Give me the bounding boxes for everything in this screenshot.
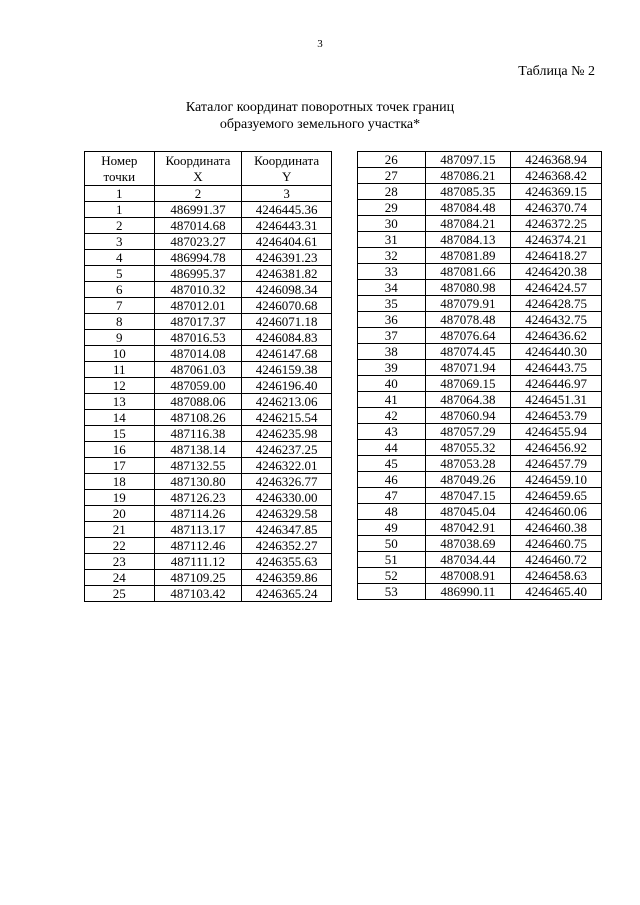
coordinate-x: 486995.37 — [154, 266, 242, 282]
table-row — [85, 586, 332, 602]
coordinate-y: 4246460.72 — [511, 552, 602, 568]
table-row — [85, 298, 332, 314]
point-number: 18 — [85, 474, 155, 490]
coordinate-y: 4246359.86 — [242, 570, 332, 586]
coordinate-x: 487053.28 — [425, 456, 511, 472]
table-row — [85, 362, 332, 378]
coordinate-x: 487045.04 — [425, 504, 511, 520]
point-number: 23 — [85, 554, 155, 570]
table-row — [85, 474, 332, 490]
coordinate-y: 4246071.18 — [242, 314, 332, 330]
point-number: 52 — [358, 568, 426, 584]
page-number: 3 — [317, 38, 323, 50]
coordinate-x: 487071.94 — [425, 360, 511, 376]
coordinate-y: 4246432.75 — [511, 312, 602, 328]
point-number: 25 — [85, 586, 155, 602]
coordinate-y: 4246196.40 — [242, 378, 332, 394]
coordinate-y: 4246443.75 — [511, 360, 602, 376]
point-number: 43 — [358, 424, 426, 440]
coordinate-y: 4246418.27 — [511, 248, 602, 264]
point-number: 36 — [358, 312, 426, 328]
table-row — [85, 426, 332, 442]
coordinate-x: 487112.46 — [154, 538, 242, 554]
point-number: 4 — [85, 250, 155, 266]
table-row — [358, 568, 602, 584]
header-text: Координата — [165, 152, 231, 168]
coordinate-x: 487132.55 — [154, 458, 242, 474]
coordinate-y: 4246460.75 — [511, 536, 602, 552]
coordinate-x: 487042.91 — [425, 520, 511, 536]
coordinate-x: 487010.32 — [154, 282, 242, 298]
coordinate-x: 487012.01 — [154, 298, 242, 314]
table-header-row — [85, 152, 332, 186]
coordinate-x: 487108.26 — [154, 410, 242, 426]
coordinate-x: 487126.23 — [154, 490, 242, 506]
coordinate-y: 4246369.15 — [511, 184, 602, 200]
table-row — [358, 264, 602, 280]
caption-line-2: образуемого земельного участка* — [219, 117, 421, 132]
coordinate-y: 4246460.38 — [511, 520, 602, 536]
table-row — [358, 456, 602, 472]
coordinate-x: 487069.15 — [425, 376, 511, 392]
table-row — [85, 234, 332, 250]
point-number: 16 — [85, 442, 155, 458]
coordinate-y: 4246326.77 — [242, 474, 332, 490]
coordinate-y: 4246368.94 — [511, 152, 602, 168]
coordinate-y: 4246215.54 — [242, 410, 332, 426]
table-row — [358, 392, 602, 408]
coordinate-x: 487061.03 — [154, 362, 242, 378]
coordinate-x: 486991.37 — [154, 202, 242, 218]
point-number: 27 — [358, 168, 426, 184]
table-row — [85, 330, 332, 346]
coordinate-x: 487023.27 — [154, 234, 242, 250]
coordinate-x: 487064.38 — [425, 392, 511, 408]
point-number: 45 — [358, 456, 426, 472]
header-text: Y — [281, 168, 292, 184]
point-number: 11 — [85, 362, 155, 378]
coordinate-y: 4246374.21 — [511, 232, 602, 248]
header-coordinate-x — [154, 152, 242, 186]
coordinate-y: 4246381.82 — [242, 266, 332, 282]
coordinate-y: 4246445.36 — [242, 202, 332, 218]
coordinate-y: 4246404.61 — [242, 234, 332, 250]
point-number: 17 — [85, 458, 155, 474]
point-number: 37 — [358, 328, 426, 344]
coordinate-y: 4246368.42 — [511, 168, 602, 184]
coordinate-x: 487076.64 — [425, 328, 511, 344]
coordinate-x: 487081.66 — [425, 264, 511, 280]
coordinate-y: 4246443.31 — [242, 218, 332, 234]
table-row — [358, 488, 602, 504]
coordinate-x: 487111.12 — [154, 554, 242, 570]
coordinate-x: 487014.68 — [154, 218, 242, 234]
coordinate-x: 487088.06 — [154, 394, 242, 410]
point-number: 2 — [85, 218, 155, 234]
coordinate-x: 486990.11 — [425, 584, 511, 600]
coordinates-table-left — [84, 151, 332, 602]
point-number: 48 — [358, 504, 426, 520]
coordinate-y: 4246436.62 — [511, 328, 602, 344]
table-row — [85, 570, 332, 586]
coordinate-y: 4246420.38 — [511, 264, 602, 280]
table-row — [85, 554, 332, 570]
table-row — [358, 536, 602, 552]
point-number: 33 — [358, 264, 426, 280]
table-row — [358, 184, 602, 200]
coordinate-y: 4246372.25 — [511, 216, 602, 232]
coordinate-y: 4246457.79 — [511, 456, 602, 472]
coordinate-x: 487014.08 — [154, 346, 242, 362]
coordinate-y: 4246235.98 — [242, 426, 332, 442]
point-number: 6 — [85, 282, 155, 298]
coordinate-y: 4246458.63 — [511, 568, 602, 584]
coordinate-y: 4246347.85 — [242, 522, 332, 538]
coordinate-y: 4246459.65 — [511, 488, 602, 504]
table-row — [85, 314, 332, 330]
coordinate-y: 4246451.31 — [511, 392, 602, 408]
header-text: точки — [103, 168, 136, 184]
coordinate-x: 487074.45 — [425, 344, 511, 360]
table-row — [85, 442, 332, 458]
coordinates-table-right — [357, 151, 602, 600]
point-number: 3 — [85, 234, 155, 250]
point-number: 15 — [85, 426, 155, 442]
coordinate-y: 4246070.68 — [242, 298, 332, 314]
table-row — [358, 168, 602, 184]
coordinate-x: 487130.80 — [154, 474, 242, 490]
table-row — [85, 378, 332, 394]
table-row — [358, 344, 602, 360]
point-number: 5 — [85, 266, 155, 282]
coordinate-y: 4246352.27 — [242, 538, 332, 554]
point-number: 10 — [85, 346, 155, 362]
table-row — [358, 360, 602, 376]
header-point-number — [85, 152, 155, 186]
coordinate-y: 4246446.97 — [511, 376, 602, 392]
coordinate-y: 4246213.06 — [242, 394, 332, 410]
coordinate-x: 487113.17 — [154, 522, 242, 538]
coordinate-x: 487047.15 — [425, 488, 511, 504]
coordinate-x: 487017.37 — [154, 314, 242, 330]
coordinate-y: 4246237.25 — [242, 442, 332, 458]
table-row — [358, 424, 602, 440]
point-number: 30 — [358, 216, 426, 232]
coordinate-x: 487103.42 — [154, 586, 242, 602]
point-number: 40 — [358, 376, 426, 392]
coordinate-y: 4246440.30 — [511, 344, 602, 360]
table-row — [85, 394, 332, 410]
coordinate-y: 4246329.58 — [242, 506, 332, 522]
table-row — [85, 266, 332, 282]
header-text: Номер — [101, 152, 138, 168]
point-number: 20 — [85, 506, 155, 522]
coordinate-x: 487049.26 — [425, 472, 511, 488]
point-number: 32 — [358, 248, 426, 264]
coordinate-y: 4246322.01 — [242, 458, 332, 474]
point-number: 29 — [358, 200, 426, 216]
table-row — [358, 552, 602, 568]
coordinate-x: 487086.21 — [425, 168, 511, 184]
point-number: 9 — [85, 330, 155, 346]
coordinate-y: 4246453.79 — [511, 408, 602, 424]
table-row — [358, 248, 602, 264]
coordinate-y: 4246459.10 — [511, 472, 602, 488]
coordinate-x: 487114.26 — [154, 506, 242, 522]
table-row — [358, 328, 602, 344]
point-number: 38 — [358, 344, 426, 360]
point-number: 42 — [358, 408, 426, 424]
coordinate-x: 487057.29 — [425, 424, 511, 440]
caption-line-1: Каталог координат поворотных точек границ — [185, 100, 455, 115]
point-number: 21 — [85, 522, 155, 538]
coordinate-y: 4246428.75 — [511, 296, 602, 312]
coordinate-x: 487055.32 — [425, 440, 511, 456]
coordinate-y: 4246098.34 — [242, 282, 332, 298]
table-row — [85, 506, 332, 522]
point-number: 49 — [358, 520, 426, 536]
coordinate-x: 487080.98 — [425, 280, 511, 296]
table-label: Таблица № 2 — [518, 64, 595, 79]
table-row — [85, 522, 332, 538]
table-row — [358, 312, 602, 328]
coordinate-x: 487084.21 — [425, 216, 511, 232]
column-numbering-row — [85, 186, 332, 202]
table-row — [85, 490, 332, 506]
point-number: 46 — [358, 472, 426, 488]
table-row — [358, 584, 602, 600]
coordinate-y: 4246424.57 — [511, 280, 602, 296]
coordinate-y: 4246365.24 — [242, 586, 332, 602]
point-number: 14 — [85, 410, 155, 426]
coordinate-y: 4246159.38 — [242, 362, 332, 378]
coordinate-y: 4246460.06 — [511, 504, 602, 520]
coordinate-x: 487008.91 — [425, 568, 511, 584]
point-number: 51 — [358, 552, 426, 568]
point-number: 53 — [358, 584, 426, 600]
header-text: X — [193, 168, 203, 184]
point-number: 22 — [85, 538, 155, 554]
coordinate-y: 4246147.68 — [242, 346, 332, 362]
coordinate-x: 487084.13 — [425, 232, 511, 248]
point-number: 19 — [85, 490, 155, 506]
table-row — [358, 408, 602, 424]
header-coordinate-y — [242, 152, 332, 186]
coordinate-y: 4246391.23 — [242, 250, 332, 266]
table-row — [85, 202, 332, 218]
column-number: 2 — [154, 186, 242, 202]
coordinate-x: 487059.00 — [154, 378, 242, 394]
point-number: 26 — [358, 152, 426, 168]
table-row — [358, 152, 602, 168]
point-number: 41 — [358, 392, 426, 408]
table-row — [358, 376, 602, 392]
point-number: 34 — [358, 280, 426, 296]
header-text: Координата — [254, 152, 320, 168]
coordinate-y: 4246355.63 — [242, 554, 332, 570]
point-number: 47 — [358, 488, 426, 504]
coordinate-x: 487116.38 — [154, 426, 242, 442]
coordinate-x: 487097.15 — [425, 152, 511, 168]
point-number: 28 — [358, 184, 426, 200]
table-row — [85, 282, 332, 298]
point-number: 1 — [85, 202, 155, 218]
table-row — [85, 410, 332, 426]
point-number: 35 — [358, 296, 426, 312]
coordinate-x: 487034.44 — [425, 552, 511, 568]
coordinate-y: 4246084.83 — [242, 330, 332, 346]
coordinate-y: 4246465.40 — [511, 584, 602, 600]
table-row — [358, 216, 602, 232]
table-row — [358, 232, 602, 248]
table-caption — [0, 99, 640, 133]
coordinate-x: 487084.48 — [425, 200, 511, 216]
coordinate-x: 487016.53 — [154, 330, 242, 346]
coordinate-x: 487060.94 — [425, 408, 511, 424]
table-row — [85, 538, 332, 554]
table-row — [358, 504, 602, 520]
coordinate-x: 486994.78 — [154, 250, 242, 266]
column-number: 1 — [85, 186, 155, 202]
table-row — [358, 280, 602, 296]
table-row — [85, 346, 332, 362]
coordinate-x: 487138.14 — [154, 442, 242, 458]
coordinate-x: 487085.35 — [425, 184, 511, 200]
table-row — [358, 440, 602, 456]
table-row — [85, 250, 332, 266]
coordinate-y: 4246455.94 — [511, 424, 602, 440]
point-number: 50 — [358, 536, 426, 552]
coordinate-x: 487079.91 — [425, 296, 511, 312]
coordinate-x: 487109.25 — [154, 570, 242, 586]
point-number: 44 — [358, 440, 426, 456]
point-number: 24 — [85, 570, 155, 586]
point-number: 12 — [85, 378, 155, 394]
point-number: 7 — [85, 298, 155, 314]
coordinate-x: 487081.89 — [425, 248, 511, 264]
coordinate-y: 4246456.92 — [511, 440, 602, 456]
table-row — [358, 200, 602, 216]
table-row — [358, 296, 602, 312]
coordinate-y: 4246330.00 — [242, 490, 332, 506]
point-number: 8 — [85, 314, 155, 330]
table-row — [358, 472, 602, 488]
point-number: 13 — [85, 394, 155, 410]
point-number: 39 — [358, 360, 426, 376]
coordinate-x: 487078.48 — [425, 312, 511, 328]
coordinate-x: 487038.69 — [425, 536, 511, 552]
point-number: 31 — [358, 232, 426, 248]
table-row — [358, 520, 602, 536]
coordinate-y: 4246370.74 — [511, 200, 602, 216]
table-row — [85, 218, 332, 234]
column-number: 3 — [242, 186, 332, 202]
table-row — [85, 458, 332, 474]
